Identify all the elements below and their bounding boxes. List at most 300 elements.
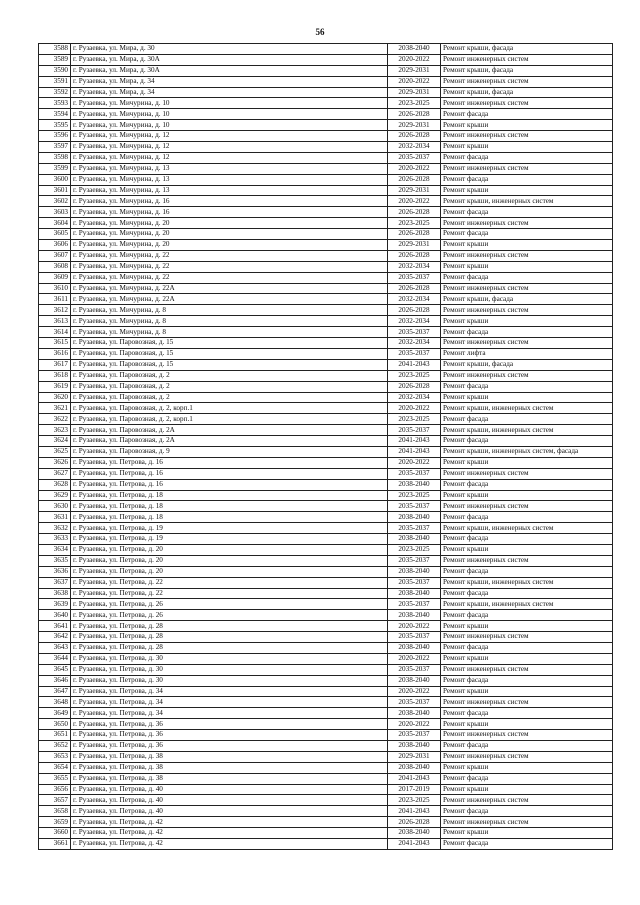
address-cell: г. Рузаевка, ул. Петрова, д. 18 — [71, 512, 388, 523]
row-number: 3604 — [39, 218, 71, 229]
period-cell: 2035-2037 — [388, 425, 441, 436]
work-type-cell: Ремонт инженерных систем — [441, 283, 613, 294]
period-cell: 2023-2025 — [388, 544, 441, 555]
address-cell: г. Рузаевка, ул. Петрова, д. 26 — [71, 599, 388, 610]
period-cell: 2041-2043 — [388, 773, 441, 784]
row-number: 3596 — [39, 131, 71, 142]
work-type-cell: Ремонт крыши, инженерных систем — [441, 523, 613, 534]
table-row — [39, 555, 613, 566]
work-type-cell: Ремонт крыши, инженерных систем — [441, 425, 613, 436]
work-type-cell: Ремонт фасада — [441, 152, 613, 163]
table-row — [39, 261, 613, 272]
period-cell: 2032-2034 — [388, 392, 441, 403]
work-type-cell: Ремонт инженерных систем — [441, 305, 613, 316]
row-number: 3593 — [39, 98, 71, 109]
address-cell: г. Рузаевка, ул. Мира, д. 34 — [71, 87, 388, 98]
period-cell: 2038-2040 — [388, 675, 441, 686]
work-type-cell: Ремонт инженерных систем — [441, 338, 613, 349]
row-number: 3614 — [39, 327, 71, 338]
period-cell: 2029-2031 — [388, 751, 441, 762]
table-row — [39, 468, 613, 479]
table-row — [39, 174, 613, 185]
table-row — [39, 120, 613, 131]
address-cell: г. Рузаевка, ул. Петрова, д. 26 — [71, 610, 388, 621]
table-row — [39, 642, 613, 653]
address-cell: г. Рузаевка, ул. Мичурина, д. 13 — [71, 163, 388, 174]
work-type-cell: Ремонт инженерных систем — [441, 795, 613, 806]
table-row — [39, 250, 613, 261]
row-number: 3594 — [39, 109, 71, 120]
row-number: 3639 — [39, 599, 71, 610]
work-type-cell: Ремонт фасада — [441, 414, 613, 425]
period-cell: 2035-2037 — [388, 555, 441, 566]
row-number: 3645 — [39, 664, 71, 675]
row-number: 3660 — [39, 828, 71, 839]
address-cell: г. Рузаевка, ул. Петрова, д. 20 — [71, 566, 388, 577]
table-row — [39, 76, 613, 87]
row-number: 3595 — [39, 120, 71, 131]
table-row — [39, 719, 613, 730]
row-number: 3616 — [39, 348, 71, 359]
table-row — [39, 806, 613, 817]
row-number: 3635 — [39, 555, 71, 566]
table-row — [39, 512, 613, 523]
repair-schedule-table — [38, 43, 613, 850]
table-row — [39, 751, 613, 762]
row-number: 3608 — [39, 261, 71, 272]
period-cell: 2038-2040 — [388, 828, 441, 839]
work-type-cell: Ремонт крыши — [441, 719, 613, 730]
row-number: 3628 — [39, 479, 71, 490]
address-cell: г. Рузаевка, ул. Петрова, д. 16 — [71, 479, 388, 490]
table-row — [39, 457, 613, 468]
row-number: 3627 — [39, 468, 71, 479]
work-type-cell: Ремонт фасада — [441, 839, 613, 850]
table-row — [39, 370, 613, 381]
table-row — [39, 523, 613, 534]
row-number: 3638 — [39, 588, 71, 599]
row-number: 3654 — [39, 762, 71, 773]
table-row — [39, 501, 613, 512]
table-row — [39, 305, 613, 316]
address-cell: г. Рузаевка, ул. Петрова, д. 20 — [71, 555, 388, 566]
row-number: 3618 — [39, 370, 71, 381]
row-number: 3650 — [39, 719, 71, 730]
address-cell: г. Рузаевка, ул. Мира, д. 34 — [71, 76, 388, 87]
work-type-cell: Ремонт крыши — [441, 240, 613, 251]
period-cell: 2035-2037 — [388, 730, 441, 741]
address-cell: г. Рузаевка, ул. Петрова, д. 34 — [71, 686, 388, 697]
row-number: 3659 — [39, 817, 71, 828]
address-cell: г. Рузаевка, ул. Паровозная, д. 2 — [71, 370, 388, 381]
period-cell: 2029-2031 — [388, 185, 441, 196]
table-row — [39, 741, 613, 752]
row-number: 3641 — [39, 621, 71, 632]
work-type-cell: Ремонт крыши, фасада — [441, 359, 613, 370]
row-number: 3656 — [39, 784, 71, 795]
work-type-cell: Ремонт фасада — [441, 675, 613, 686]
row-number: 3605 — [39, 229, 71, 240]
address-cell: г. Рузаевка, ул. Мичурина, д. 22А — [71, 294, 388, 305]
work-type-cell: Ремонт крыши — [441, 142, 613, 153]
row-number: 3598 — [39, 152, 71, 163]
period-cell: 2029-2031 — [388, 87, 441, 98]
table-row — [39, 152, 613, 163]
table-row — [39, 54, 613, 65]
work-type-cell: Ремонт фасада — [441, 512, 613, 523]
address-cell: г. Рузаевка, ул. Мичурина, д. 16 — [71, 207, 388, 218]
period-cell: 2020-2022 — [388, 163, 441, 174]
address-cell: г. Рузаевка, ул. Мичурина, д. 20 — [71, 218, 388, 229]
period-cell: 2020-2022 — [388, 457, 441, 468]
table-row — [39, 675, 613, 686]
table-row — [39, 828, 613, 839]
table-row — [39, 588, 613, 599]
row-number: 3642 — [39, 632, 71, 643]
table-row — [39, 599, 613, 610]
work-type-cell: Ремонт крыши — [441, 653, 613, 664]
work-type-cell: Ремонт инженерных систем — [441, 697, 613, 708]
period-cell: 2035-2037 — [388, 664, 441, 675]
table-row — [39, 348, 613, 359]
row-number: 3625 — [39, 446, 71, 457]
row-number: 3658 — [39, 806, 71, 817]
row-number: 3647 — [39, 686, 71, 697]
row-number: 3646 — [39, 675, 71, 686]
table-row — [39, 163, 613, 174]
address-cell: г. Рузаевка, ул. Петрова, д. 16 — [71, 468, 388, 479]
address-cell: г. Рузаевка, ул. Мичурина, д. 12 — [71, 152, 388, 163]
period-cell: 2038-2040 — [388, 642, 441, 653]
table-row — [39, 142, 613, 153]
period-cell: 2020-2022 — [388, 54, 441, 65]
period-cell: 2026-2028 — [388, 174, 441, 185]
work-type-cell: Ремонт фасада — [441, 741, 613, 752]
table-row — [39, 272, 613, 283]
period-cell: 2020-2022 — [388, 196, 441, 207]
table-row — [39, 653, 613, 664]
address-cell: г. Рузаевка, ул. Паровозная, д. 9 — [71, 446, 388, 457]
address-cell: г. Рузаевка, ул. Петрова, д. 40 — [71, 784, 388, 795]
period-cell: 2035-2037 — [388, 523, 441, 534]
table-row — [39, 283, 613, 294]
row-number: 3624 — [39, 436, 71, 447]
period-cell: 2023-2025 — [388, 218, 441, 229]
address-cell: г. Рузаевка, ул. Петрова, д. 36 — [71, 719, 388, 730]
table-row — [39, 544, 613, 555]
work-type-cell: Ремонт фасада — [441, 479, 613, 490]
address-cell: г. Рузаевка, ул. Петрова, д. 18 — [71, 501, 388, 512]
period-cell: 2038-2040 — [388, 741, 441, 752]
period-cell: 2032-2034 — [388, 261, 441, 272]
address-cell: г. Рузаевка, ул. Петрова, д. 36 — [71, 741, 388, 752]
period-cell: 2026-2028 — [388, 283, 441, 294]
table-row — [39, 773, 613, 784]
table-row — [39, 229, 613, 240]
table-row — [39, 359, 613, 370]
address-cell: г. Рузаевка, ул. Мичурина, д. 10 — [71, 109, 388, 120]
period-cell: 2041-2043 — [388, 806, 441, 817]
period-cell: 2038-2040 — [388, 588, 441, 599]
row-number: 3631 — [39, 512, 71, 523]
table-row — [39, 131, 613, 142]
period-cell: 2026-2028 — [388, 250, 441, 261]
period-cell: 2023-2025 — [388, 98, 441, 109]
row-number: 3599 — [39, 163, 71, 174]
row-number: 3600 — [39, 174, 71, 185]
period-cell: 2032-2034 — [388, 294, 441, 305]
address-cell: г. Рузаевка, ул. Петрова, д. 38 — [71, 762, 388, 773]
work-type-cell: Ремонт крыши, фасада — [441, 44, 613, 55]
work-type-cell: Ремонт инженерных систем — [441, 751, 613, 762]
period-cell: 2038-2040 — [388, 610, 441, 621]
row-number: 3619 — [39, 381, 71, 392]
address-cell: г. Рузаевка, ул. Петрова, д. 42 — [71, 828, 388, 839]
work-type-cell: Ремонт инженерных систем — [441, 131, 613, 142]
period-cell: 2020-2022 — [388, 686, 441, 697]
row-number: 3606 — [39, 240, 71, 251]
address-cell: г. Рузаевка, ул. Петрова, д. 34 — [71, 697, 388, 708]
period-cell: 2035-2037 — [388, 697, 441, 708]
address-cell: г. Рузаевка, ул. Петрова, д. 20 — [71, 544, 388, 555]
work-type-cell: Ремонт крыши, фасада — [441, 65, 613, 76]
period-cell: 2035-2037 — [388, 327, 441, 338]
work-type-cell: Ремонт инженерных систем — [441, 218, 613, 229]
work-type-cell: Ремонт крыши, фасада — [441, 87, 613, 98]
table-row — [39, 479, 613, 490]
table-row — [39, 784, 613, 795]
row-number: 3655 — [39, 773, 71, 784]
table-row — [39, 196, 613, 207]
address-cell: г. Рузаевка, ул. Паровозная, д. 2А — [71, 425, 388, 436]
work-type-cell: Ремонт инженерных систем — [441, 632, 613, 643]
row-number: 3609 — [39, 272, 71, 283]
address-cell: г. Рузаевка, ул. Мичурина, д. 13 — [71, 174, 388, 185]
period-cell: 2026-2028 — [388, 207, 441, 218]
row-number: 3591 — [39, 76, 71, 87]
address-cell: г. Рузаевка, ул. Мира, д. 30А — [71, 65, 388, 76]
address-cell: г. Рузаевка, ул. Паровозная, д. 15 — [71, 338, 388, 349]
period-cell: 2035-2037 — [388, 348, 441, 359]
address-cell: г. Рузаевка, ул. Мичурина, д. 12 — [71, 142, 388, 153]
work-type-cell: Ремонт инженерных систем — [441, 54, 613, 65]
period-cell: 2023-2025 — [388, 795, 441, 806]
work-type-cell: Ремонт крыши — [441, 490, 613, 501]
address-cell: г. Рузаевка, ул. Паровозная, д. 2, корп.1 — [71, 403, 388, 414]
table-row — [39, 490, 613, 501]
row-number: 3636 — [39, 566, 71, 577]
period-cell: 2035-2037 — [388, 599, 441, 610]
work-type-cell: Ремонт фасада — [441, 566, 613, 577]
work-type-cell: Ремонт лифта — [441, 348, 613, 359]
address-cell: г. Рузаевка, ул. Мира, д. 30 — [71, 44, 388, 55]
address-cell: г. Рузаевка, ул. Петрова, д. 30 — [71, 675, 388, 686]
table-row — [39, 436, 613, 447]
table-row — [39, 392, 613, 403]
period-cell: 2038-2040 — [388, 512, 441, 523]
table-row — [39, 697, 613, 708]
address-cell: г. Рузаевка, ул. Петрова, д. 16 — [71, 457, 388, 468]
row-number: 3612 — [39, 305, 71, 316]
address-cell: г. Рузаевка, ул. Мичурина, д. 16 — [71, 196, 388, 207]
table-row — [39, 109, 613, 120]
row-number: 3633 — [39, 534, 71, 545]
work-type-cell: Ремонт крыши, фасада — [441, 294, 613, 305]
address-cell: г. Рузаевка, ул. Петрова, д. 40 — [71, 806, 388, 817]
table-row — [39, 294, 613, 305]
row-number: 3597 — [39, 142, 71, 153]
table-row — [39, 44, 613, 55]
period-cell: 2023-2025 — [388, 490, 441, 501]
work-type-cell: Ремонт инженерных систем — [441, 664, 613, 675]
address-cell: г. Рузаевка, ул. Мичурина, д. 22 — [71, 261, 388, 272]
work-type-cell: Ремонт крыши — [441, 120, 613, 131]
address-cell: г. Рузаевка, ул. Петрова, д. 40 — [71, 795, 388, 806]
table-row — [39, 240, 613, 251]
address-cell: г. Рузаевка, ул. Петрова, д. 30 — [71, 653, 388, 664]
address-cell: г. Рузаевка, ул. Петрова, д. 42 — [71, 817, 388, 828]
table-row — [39, 566, 613, 577]
period-cell: 2026-2028 — [388, 817, 441, 828]
row-number: 3589 — [39, 54, 71, 65]
address-cell: г. Рузаевка, ул. Петрова, д. 28 — [71, 632, 388, 643]
table-row — [39, 534, 613, 545]
row-number: 3607 — [39, 250, 71, 261]
row-number: 3657 — [39, 795, 71, 806]
row-number: 3623 — [39, 425, 71, 436]
period-cell: 2032-2034 — [388, 338, 441, 349]
table-row — [39, 316, 613, 327]
work-type-cell: Ремонт фасада — [441, 773, 613, 784]
address-cell: г. Рузаевка, ул. Мичурина, д. 20 — [71, 240, 388, 251]
work-type-cell: Ремонт фасада — [441, 806, 613, 817]
address-cell: г. Рузаевка, ул. Мира, д. 30А — [71, 54, 388, 65]
row-number: 3602 — [39, 196, 71, 207]
table-row — [39, 621, 613, 632]
period-cell: 2023-2025 — [388, 414, 441, 425]
work-type-cell: Ремонт фасада — [441, 436, 613, 447]
row-number: 3620 — [39, 392, 71, 403]
work-type-cell: Ремонт инженерных систем — [441, 555, 613, 566]
period-cell: 2035-2037 — [388, 577, 441, 588]
row-number: 3617 — [39, 359, 71, 370]
table-row — [39, 664, 613, 675]
work-type-cell: Ремонт крыши — [441, 261, 613, 272]
work-type-cell: Ремонт инженерных систем — [441, 817, 613, 828]
period-cell: 2020-2022 — [388, 653, 441, 664]
address-cell: г. Рузаевка, ул. Петрова, д. 28 — [71, 621, 388, 632]
period-cell: 2041-2043 — [388, 839, 441, 850]
work-type-cell: Ремонт крыши — [441, 544, 613, 555]
table-row — [39, 98, 613, 109]
address-cell: г. Рузаевка, ул. Паровозная, д. 2А — [71, 436, 388, 447]
table-row — [39, 446, 613, 457]
row-number: 3630 — [39, 501, 71, 512]
row-number: 3652 — [39, 741, 71, 752]
table-row — [39, 327, 613, 338]
work-type-cell: Ремонт крыши — [441, 828, 613, 839]
address-cell: г. Рузаевка, ул. Мичурина, д. 8 — [71, 327, 388, 338]
period-cell: 2041-2043 — [388, 446, 441, 457]
row-number: 3649 — [39, 708, 71, 719]
period-cell: 2026-2028 — [388, 131, 441, 142]
period-cell: 2038-2040 — [388, 44, 441, 55]
table-row — [39, 65, 613, 76]
address-cell: г. Рузаевка, ул. Паровозная, д. 2, корп.1 — [71, 414, 388, 425]
row-number: 3615 — [39, 338, 71, 349]
row-number: 3629 — [39, 490, 71, 501]
page-number: 56 — [315, 27, 325, 37]
address-cell: г. Рузаевка, ул. Петрова, д. 19 — [71, 523, 388, 534]
work-type-cell: Ремонт инженерных систем — [441, 468, 613, 479]
period-cell: 2038-2040 — [388, 534, 441, 545]
work-type-cell: Ремонт фасада — [441, 327, 613, 338]
address-cell: г. Рузаевка, ул. Петрова, д. 22 — [71, 588, 388, 599]
address-cell: г. Рузаевка, ул. Паровозная, д. 2 — [71, 392, 388, 403]
work-type-cell: Ремонт крыши — [441, 686, 613, 697]
work-type-cell: Ремонт инженерных систем — [441, 370, 613, 381]
address-cell: г. Рузаевка, ул. Паровозная, д. 15 — [71, 348, 388, 359]
row-number: 3622 — [39, 414, 71, 425]
row-number: 3603 — [39, 207, 71, 218]
table-row — [39, 87, 613, 98]
period-cell: 2041-2043 — [388, 359, 441, 370]
work-type-cell: Ремонт фасада — [441, 381, 613, 392]
period-cell: 2035-2037 — [388, 272, 441, 283]
period-cell: 2026-2028 — [388, 229, 441, 240]
period-cell: 2017-2019 — [388, 784, 441, 795]
row-number: 3621 — [39, 403, 71, 414]
address-cell: г. Рузаевка, ул. Мичурина, д. 10 — [71, 120, 388, 131]
address-cell: г. Рузаевка, ул. Петрова, д. 34 — [71, 708, 388, 719]
row-number: 3648 — [39, 697, 71, 708]
address-cell: г. Рузаевка, ул. Мичурина, д. 22А — [71, 283, 388, 294]
work-type-cell: Ремонт крыши — [441, 784, 613, 795]
work-type-cell: Ремонт крыши — [441, 457, 613, 468]
period-cell: 2020-2022 — [388, 403, 441, 414]
table-row — [39, 708, 613, 719]
address-cell: г. Рузаевка, ул. Петрова, д. 18 — [71, 490, 388, 501]
address-cell: г. Рузаевка, ул. Мичурина, д. 12 — [71, 131, 388, 142]
period-cell: 2035-2037 — [388, 501, 441, 512]
table-row — [39, 577, 613, 588]
work-type-cell: Ремонт крыши, инженерных систем — [441, 577, 613, 588]
table-row — [39, 762, 613, 773]
address-cell: г. Рузаевка, ул. Петрова, д. 36 — [71, 730, 388, 741]
work-type-cell: Ремонт фасада — [441, 272, 613, 283]
row-number: 3653 — [39, 751, 71, 762]
period-cell: 2029-2031 — [388, 65, 441, 76]
table-row — [39, 403, 613, 414]
work-type-cell: Ремонт инженерных систем — [441, 163, 613, 174]
address-cell: г. Рузаевка, ул. Мичурина, д. 8 — [71, 305, 388, 316]
address-cell: г. Рузаевка, ул. Петрова, д. 22 — [71, 577, 388, 588]
row-number: 3601 — [39, 185, 71, 196]
period-cell: 2020-2022 — [388, 621, 441, 632]
row-number: 3661 — [39, 839, 71, 850]
period-cell: 2023-2025 — [388, 370, 441, 381]
work-type-cell: Ремонт крыши — [441, 316, 613, 327]
period-cell: 2035-2037 — [388, 468, 441, 479]
row-number: 3640 — [39, 610, 71, 621]
address-cell: г. Рузаевка, ул. Петрова, д. 28 — [71, 642, 388, 653]
period-cell: 2041-2043 — [388, 436, 441, 447]
work-type-cell: Ремонт инженерных систем — [441, 501, 613, 512]
table-row — [39, 610, 613, 621]
table-row — [39, 730, 613, 741]
period-cell: 2029-2031 — [388, 120, 441, 131]
work-type-cell: Ремонт инженерных систем — [441, 250, 613, 261]
